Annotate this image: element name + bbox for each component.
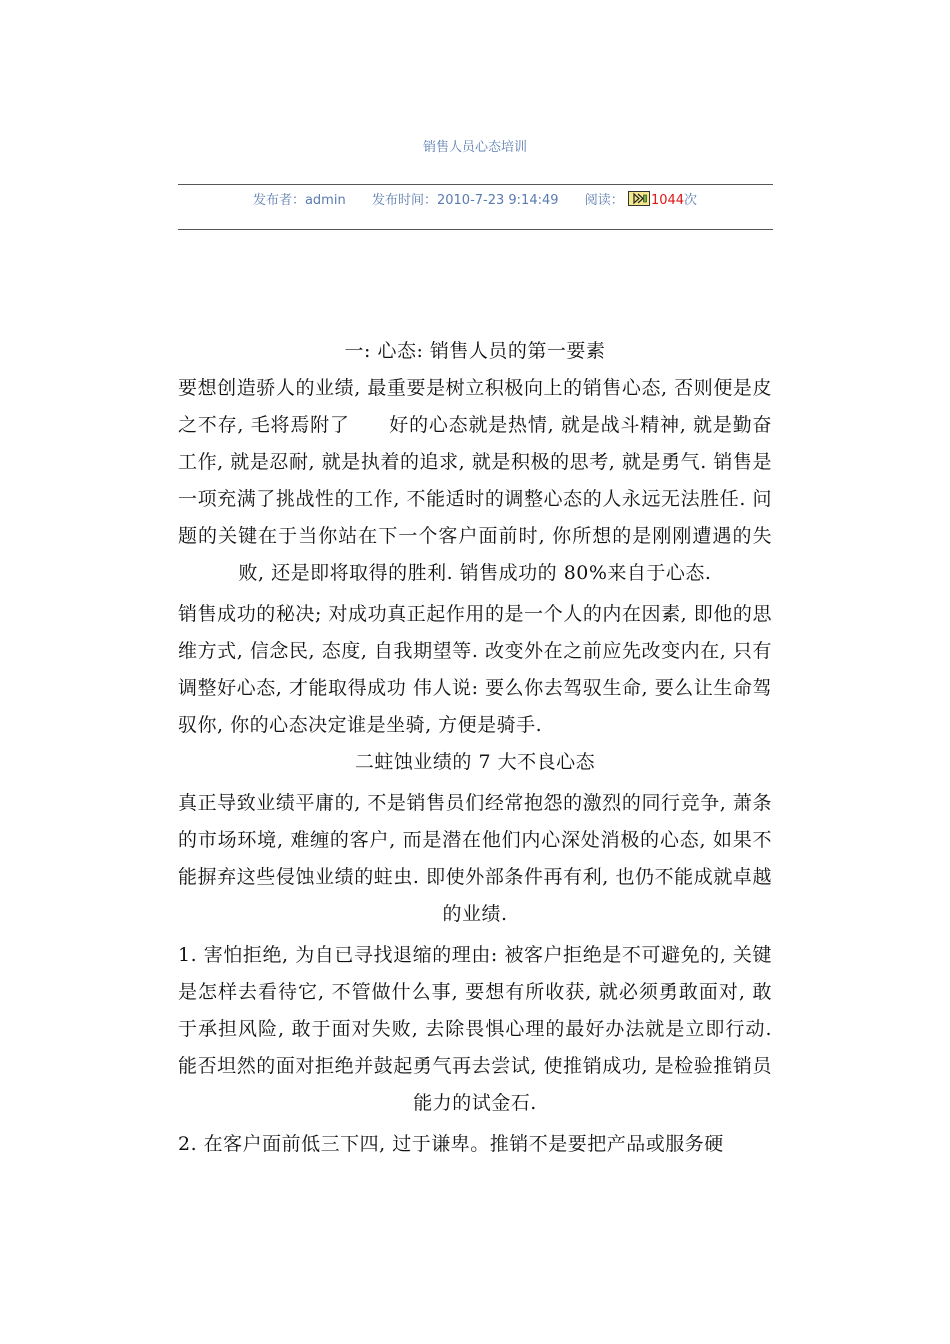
reads-count: 1044 [650, 193, 685, 208]
paragraph-2: 销售成功的秘决; 对成功真正起作用的是一个人的内在因素, 即他的思维方式, 信念民, 态度, 自我期望等. 改变外在之前应先改变内在, 只有调整好心态, 才能取得成功 伟人说: 要么你去驾驭生命, 要么让生命驾驭你, 你的心态决定谁是坐骑, 方便是骑手. [178, 603, 772, 736]
article-body [178, 333, 772, 1163]
author-label: 发布者： [252, 193, 305, 208]
header-divider-bottom [178, 229, 773, 230]
publish-time: 2010-7-23 9:14:49 [436, 193, 559, 208]
section-heading-1: 一: 心态: 销售人员的第一要素 [344, 340, 606, 362]
header-divider-top [178, 184, 773, 185]
article-title: 销售人员心态培训 [422, 140, 527, 155]
reads-unit: 次 [684, 193, 698, 208]
list-item-1: 1. 害怕拒绝, 为自已寻找退缩的理由: 被客户拒绝是不可避免的, 关键是怎样去看待它, 不管做什么事, 要想有所收获, 就必须勇敢面对, 敢于承担风险, 敢于面对失败, 去除畏惧心理的最好办法就是立即行动. 能否坦然的面对拒绝并鼓起勇气再去尝试, 使推销成功, 是检验推销员能力的试金石. [178, 944, 772, 1114]
section-heading-2: 二蛀蚀业绩的 7 大不良心态 [354, 751, 596, 773]
reads-label: 阅读： [584, 193, 624, 208]
paragraph-1: 要想创造骄人的业绩, 最重要是树立积极向上的销售心态, 否则便是皮之不存, 毛将焉附了 好的心态就是热情, 就是战斗精神, 就是勤奋工作, 就是忍耐, 就是执着的追求, 就是积极的思考, 就是勇气. 销售是一项充满了挑战性的工作, 不能适时的调整心态的人永远无法胜任. 问题的关键在于当你站在下一个客户面前时, 你所想的是刚刚遭遇的失败, 还是即将取得的胜利. 销售成功的 80%来自于心态. [178, 377, 772, 584]
publish-time-label: 发布时间： [371, 193, 437, 208]
list-item-2: 2. 在客户面前低三下四, 过于谦卑。推销不是要把产品或服务硬 [178, 1133, 724, 1155]
paragraph-3: 真正导致业绩平庸的, 不是销售员们经常抱怨的激烈的同行竞争, 萧条的市场环境, 难缠的客户, 而是潜在他们内心深处消极的心态, 如果不能摒弃这些侵蚀业绩的蛀虫. 即使外部条件再有利, 也仍不能成就卓越的业绩. [178, 792, 772, 925]
view-count-icon [628, 191, 650, 206]
author-name: admin [304, 193, 346, 208]
article-meta [178, 189, 772, 208]
